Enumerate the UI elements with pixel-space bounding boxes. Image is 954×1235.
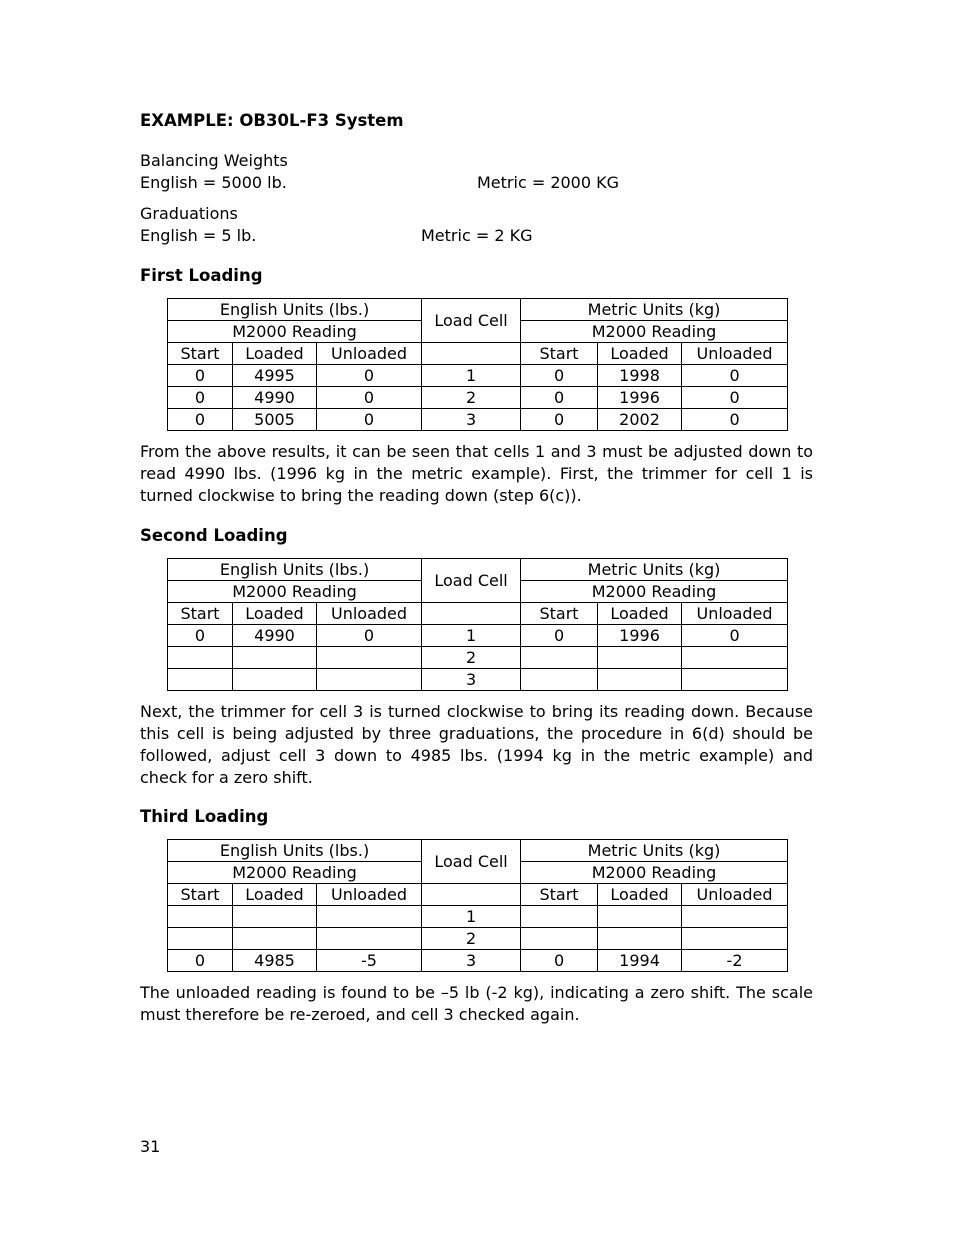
reading-header: M2000 Reading xyxy=(168,581,422,603)
table-cell: 0 xyxy=(521,625,598,647)
loaded-header: Loaded xyxy=(598,884,682,906)
table-cell: 2 xyxy=(422,387,521,409)
unloaded-header: Unloaded xyxy=(317,343,422,365)
reading-header: M2000 Reading xyxy=(521,581,788,603)
table-cell: 2 xyxy=(422,928,521,950)
table-cell: 0 xyxy=(521,409,598,431)
start-header: Start xyxy=(521,884,598,906)
table-cell: 4990 xyxy=(233,387,317,409)
table-cell xyxy=(168,669,233,691)
unloaded-header: Unloaded xyxy=(682,603,788,625)
english-units-header: English Units (lbs.) xyxy=(168,559,422,581)
table-cell: 1994 xyxy=(598,950,682,972)
table-cell: 0 xyxy=(317,625,422,647)
table-cell xyxy=(682,669,788,691)
page-title: EXAMPLE: OB30L-F3 System xyxy=(140,111,404,130)
table-row xyxy=(168,950,788,972)
unloaded-header: Unloaded xyxy=(682,343,788,365)
table-cell xyxy=(317,906,422,928)
reading-header: M2000 Reading xyxy=(168,321,422,343)
balancing-label: Balancing Weights xyxy=(140,151,288,170)
table-cell: 0 xyxy=(521,365,598,387)
table-row xyxy=(168,928,788,950)
balancing-english: English = 5000 lb. xyxy=(140,173,287,192)
graduations-label: Graduations xyxy=(140,204,238,223)
table-cell: 1996 xyxy=(598,625,682,647)
balancing-metric: Metric = 2000 KG xyxy=(477,173,620,192)
table-cell xyxy=(598,647,682,669)
table-row xyxy=(168,906,788,928)
table-cell: 0 xyxy=(682,409,788,431)
loaded-header: Loaded xyxy=(598,343,682,365)
loaded-header: Loaded xyxy=(598,603,682,625)
table-cell: 0 xyxy=(317,409,422,431)
table-cell: 1 xyxy=(422,365,521,387)
loading-table xyxy=(167,298,788,431)
table-cell: 0 xyxy=(168,950,233,972)
unloaded-header: Unloaded xyxy=(317,603,422,625)
graduations-english: English = 5 lb. xyxy=(140,226,257,245)
table-cell xyxy=(233,928,317,950)
table-cell xyxy=(317,669,422,691)
metric-units-header: Metric Units (kg) xyxy=(521,559,788,581)
table-cell: 0 xyxy=(521,387,598,409)
start-header: Start xyxy=(168,603,233,625)
english-units-header: English Units (lbs.) xyxy=(168,840,422,862)
table-cell xyxy=(168,647,233,669)
metric-units-header: Metric Units (kg) xyxy=(521,840,788,862)
reading-header: M2000 Reading xyxy=(168,862,422,884)
table-cell xyxy=(598,906,682,928)
table-row xyxy=(168,669,788,691)
loaded-header: Loaded xyxy=(233,603,317,625)
blank-cell xyxy=(422,343,521,365)
table-row xyxy=(168,647,788,669)
blank-cell xyxy=(422,884,521,906)
table-cell: 3 xyxy=(422,669,521,691)
table-cell xyxy=(168,928,233,950)
start-header: Start xyxy=(168,343,233,365)
table-row xyxy=(168,409,788,431)
body-paragraph: Next, the trimmer for cell 3 is turned clockwise to bring its reading down. Because this cell is being adjusted by three graduations, the procedure in 6(d) should be followed, adjust cell 3 down to 4985 lbs. (1994 kg in the metric example) and check for a zero shift. xyxy=(140,702,813,787)
table-cell xyxy=(233,669,317,691)
reading-header: M2000 Reading xyxy=(521,321,788,343)
start-header: Start xyxy=(521,343,598,365)
table-cell xyxy=(317,647,422,669)
table-cell: 0 xyxy=(521,950,598,972)
table-cell: 1 xyxy=(422,625,521,647)
unloaded-header: Unloaded xyxy=(317,884,422,906)
start-header: Start xyxy=(521,603,598,625)
table-cell: 3 xyxy=(422,409,521,431)
load-cell-header: Load Cell xyxy=(422,840,521,884)
table-cell xyxy=(598,669,682,691)
table-row xyxy=(168,387,788,409)
table-cell xyxy=(682,647,788,669)
table-cell: 0 xyxy=(682,365,788,387)
table-cell: 0 xyxy=(317,387,422,409)
table-cell: 2002 xyxy=(598,409,682,431)
table-cell xyxy=(233,647,317,669)
table-cell: 5005 xyxy=(233,409,317,431)
load-cell-header: Load Cell xyxy=(422,559,521,603)
reading-header: M2000 Reading xyxy=(521,862,788,884)
table-cell: 0 xyxy=(317,365,422,387)
table-cell: 0 xyxy=(682,625,788,647)
table-cell: -2 xyxy=(682,950,788,972)
loaded-header: Loaded xyxy=(233,343,317,365)
table-cell: 3 xyxy=(422,950,521,972)
table-cell: -5 xyxy=(317,950,422,972)
table-row xyxy=(168,365,788,387)
start-header: Start xyxy=(168,884,233,906)
metric-units-header: Metric Units (kg) xyxy=(521,299,788,321)
table-cell: 0 xyxy=(168,625,233,647)
table-row xyxy=(168,625,788,647)
table-cell xyxy=(317,928,422,950)
body-paragraph: The unloaded reading is found to be –5 lb (-2 kg), indicating a zero shift. The scale must therefore be re-zeroed, and cell 3 checked again. xyxy=(140,983,813,1024)
loading-table xyxy=(167,839,788,972)
table-cell: 4995 xyxy=(233,365,317,387)
blank-cell xyxy=(422,603,521,625)
table-cell: 2 xyxy=(422,647,521,669)
english-units-header: English Units (lbs.) xyxy=(168,299,422,321)
table-cell: 0 xyxy=(168,387,233,409)
loading-table xyxy=(167,558,788,691)
loaded-header: Loaded xyxy=(233,884,317,906)
table-cell: 1 xyxy=(422,906,521,928)
table-cell: 0 xyxy=(682,387,788,409)
table-cell: 0 xyxy=(168,409,233,431)
body-paragraph: From the above results, it can be seen that cells 1 and 3 must be adjusted down to read 4990 lbs. (1996 kg in the metric example). First, the trimmer for cell 1 is turned clockwise to bring the reading down (step 6(c)). xyxy=(140,442,813,505)
table-cell xyxy=(168,906,233,928)
load-cell-header: Load Cell xyxy=(422,299,521,343)
table-cell: 4990 xyxy=(233,625,317,647)
section-heading: Second Loading xyxy=(140,526,288,545)
table-cell xyxy=(521,669,598,691)
graduations-metric: Metric = 2 KG xyxy=(421,226,533,245)
unloaded-header: Unloaded xyxy=(682,884,788,906)
table-cell: 0 xyxy=(168,365,233,387)
table-cell: 1996 xyxy=(598,387,682,409)
section-heading: Third Loading xyxy=(140,807,269,826)
table-cell xyxy=(521,928,598,950)
section-heading: First Loading xyxy=(140,266,263,285)
table-cell: 1998 xyxy=(598,365,682,387)
table-cell: 4985 xyxy=(233,950,317,972)
table-cell xyxy=(682,928,788,950)
table-cell xyxy=(233,906,317,928)
page-number: 31 xyxy=(140,1137,161,1156)
table-cell xyxy=(682,906,788,928)
table-cell xyxy=(521,906,598,928)
table-cell xyxy=(521,647,598,669)
table-cell xyxy=(598,928,682,950)
